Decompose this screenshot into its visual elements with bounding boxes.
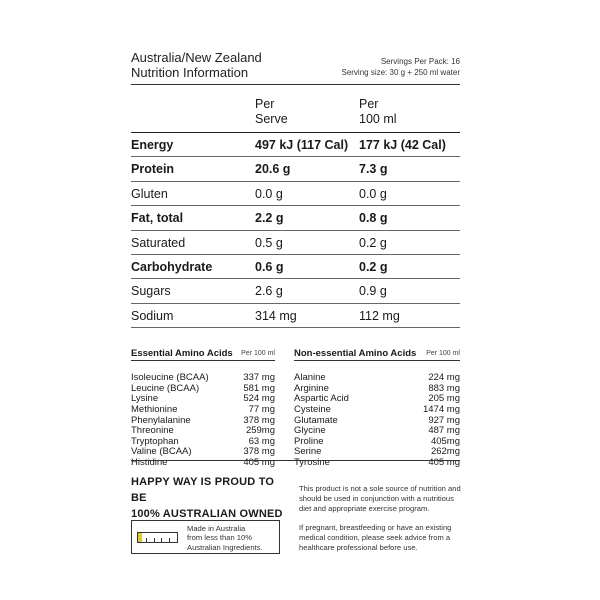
nutrient-label: Gluten [131,186,168,201]
amino-acid-value: 405mg [430,435,460,447]
nutrient-label: Sugars [131,284,171,299]
amino-acid-name: Threonine [131,425,174,437]
panel-header [131,48,460,84]
servings-per-pack: Servings Per Pack: 16 [380,57,460,66]
nutrient-row [131,206,460,230]
essential-title: Essential Amino Acids [131,348,233,360]
amino-acid-name: Lysine [131,393,159,405]
bar-tick [146,538,147,542]
nutrient-row [131,182,460,206]
serving-size: Serving size: 30 g + 250 ml water [341,68,460,77]
column-headers [131,85,460,132]
amino-acid-value: 581 mg [243,382,275,394]
proud-line-1: HAPPY WAY IS PROUD TO BE [131,476,275,504]
per-100ml-value: 0.8 g [359,211,388,226]
per-serve-heading [255,97,288,127]
per-100ml-heading-line1: Per [359,97,379,111]
amino-acid-name: Methionine [131,403,178,415]
per-serve-value: 314 mg [255,308,297,323]
nutrient-label: Fat, total [131,211,184,226]
amino-acid-value: 378 mg [243,446,275,458]
amino-acid-value: 883 mg [428,382,460,394]
per-serve-heading-line2: Serve [255,112,288,126]
nutrient-row [131,133,460,157]
amino-acid-row [294,405,460,416]
serving-info [341,56,460,78]
per-serve-value: 0.6 g [255,259,284,274]
bar-tick [169,538,170,542]
amino-acid-value: 224 mg [428,372,460,384]
amino-acid-value: 205 mg [428,393,460,405]
made-in-australia-label [131,520,280,554]
amino-acid-value: 927 mg [428,414,460,426]
panel-title [131,50,262,80]
footer-divider [131,460,460,461]
per-100ml-value: 0.9 g [359,284,387,299]
disclaimer-paragraph-1: This product is not a sole source of nutrition and should be used in conjunction with a nutritious diet and appropriate exercise program. [299,484,461,513]
amino-acid-row [131,405,275,416]
nutrient-row [131,279,460,303]
amino-acid-value: 262mg [430,446,460,458]
amino-acid-name: Histidine [131,456,168,468]
amino-acid-value: 405 mg [428,456,460,468]
amino-acid-value: 487 mg [428,425,460,437]
per-100ml-value: 112 mg [359,308,400,323]
per-serve-value: 0.5 g [255,235,283,250]
nutrient-label: Saturated [131,235,186,250]
amino-acid-value: 405 mg [243,456,275,468]
amino-acid-value: 259mg [245,425,275,437]
per-serve-value: 497 kJ (117 Cal) [255,138,349,152]
amino-acid-name: Glycine [294,425,326,437]
amino-acid-value: 63 mg [248,435,275,447]
per-serve-value: 20.6 g [255,162,291,177]
nonessential-amino-acids [294,348,460,468]
made-in-line-2: from less than 10% [187,533,252,543]
per-serve-value: 0.0 g [255,186,283,201]
nutrient-row [131,304,460,328]
amino-acid-value: 378 mg [243,414,275,426]
amino-acid-name: Glutamate [294,414,338,426]
made-in-text [187,524,263,552]
amino-acid-name: Isoleucine (BCAA) [131,372,209,384]
amino-acid-name: Valine (BCAA) [131,446,192,458]
nonessential-list [294,373,460,468]
per-serve-heading-line1: Per [255,97,275,111]
amino-acid-name: Tryptophan [131,435,179,447]
nonessential-heading [294,348,460,361]
made-in-line-1: Made in Australia [187,524,246,533]
essential-amino-acids [131,348,275,468]
australian-ingredients-bar [137,532,178,543]
per-100ml-value: 0.2 g [359,259,388,274]
disclaimer-paragraph-2: If pregnant, breastfeeding or have an existing medical condition, please seek advice from a healthcare professional before use. [299,523,452,552]
nutrient-label: Energy [131,138,174,152]
amino-acid-name: Tyrosine [294,456,330,468]
proud-line-2: 100% AUSTRALIAN OWNED [131,508,283,520]
per-100ml-heading-line2: 100 ml [359,112,397,126]
amino-acid-value: 524 mg [243,393,275,405]
bar-tick [154,538,155,542]
amino-acid-value: 1474 mg [423,403,460,415]
nutrient-label: Sodium [131,308,174,323]
amino-acid-name: Serine [294,446,322,458]
bar-tick [161,538,162,542]
amino-acid-name: Arginine [294,382,329,394]
per-serve-value: 2.6 g [255,284,283,299]
title-line-1: Australia/New Zealand [131,50,262,65]
essential-list [131,373,275,468]
amino-acids-section [131,348,460,478]
essential-unit: Per 100 ml [241,350,275,358]
nutrient-row [131,157,460,181]
per-100ml-value: 177 kJ (42 Cal) [359,138,446,152]
made-in-line-3: Australian Ingredients. [187,542,263,552]
amino-acid-value: 77 mg [248,403,275,415]
per-serve-value: 2.2 g [255,211,284,226]
nutrient-label: Protein [131,162,175,177]
nutrient-row [131,231,460,255]
nutrition-panel [131,48,461,552]
essential-heading [131,348,275,361]
amino-acid-name: Leucine (BCAA) [131,382,200,394]
nonessential-unit: Per 100 ml [426,350,460,358]
amino-acid-name: Cysteine [294,403,331,415]
nutrient-table [131,133,460,328]
per-100ml-value: 7.3 g [359,162,388,177]
amino-acid-name: Proline [294,435,324,447]
australian-owned-statement [131,474,291,522]
nutrient-row [131,255,460,279]
amino-acid-name: Phenylalanine [131,414,191,426]
nutrient-label: Carbohydrate [131,259,213,274]
per-100ml-value: 0.0 g [359,186,387,201]
amino-acid-name: Alanine [294,372,326,384]
australian-ingredients-fill [138,533,142,542]
per-100ml-heading [359,97,397,127]
disclaimer-text [299,484,464,563]
nonessential-title: Non-essential Amino Acids [294,348,417,360]
title-line-2: Nutrition Information [131,65,249,80]
per-100ml-value: 0.2 g [359,235,387,250]
amino-acid-name: Aspartic Acid [294,393,349,405]
amino-acid-value: 337 mg [243,372,275,384]
